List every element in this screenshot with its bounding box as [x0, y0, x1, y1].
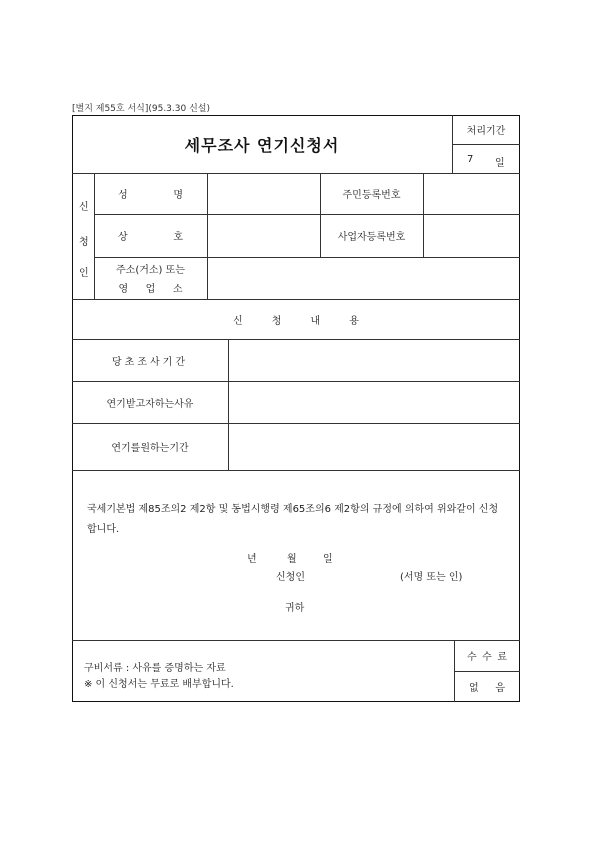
- request-header-char-2: 청: [271, 315, 282, 327]
- trade-name-label: [94, 214, 207, 257]
- trade-name-label-char-2: 호: [173, 232, 183, 243]
- date-month-label: 월: [287, 554, 297, 565]
- declaration-text: 국세기본법 제85조의2 제2항 및 동법시행령 제65조의6 제2항의 규정에 의하여 위와같이 신청합니다.: [87, 504, 499, 535]
- requested-postponement-period-label: 연기를원하는기간: [111, 443, 189, 454]
- name-label: [94, 173, 207, 214]
- addressee-label: 귀하: [285, 603, 305, 614]
- applicant-section-char-1: 신: [79, 202, 89, 213]
- postponement-reason-field[interactable]: [228, 381, 520, 423]
- form-reference: [별지 제55호 서식](95.3.30 신설): [72, 104, 210, 114]
- address-label-line2: [119, 280, 183, 295]
- date-day-label: 일: [323, 554, 333, 565]
- signature-or-seal-label: (서명 또는 인): [400, 572, 463, 583]
- address-label-char-1: 영: [118, 284, 129, 295]
- business-reg-number-field[interactable]: [423, 214, 520, 257]
- address-label-line1: 주소(거소) 또는: [116, 265, 185, 276]
- business-reg-number-label: 사업자등록번호: [337, 232, 406, 243]
- original-audit-period-label: 당초조사기간: [112, 356, 188, 368]
- fee-value: [454, 671, 520, 702]
- fee-label-char-2: 수: [482, 652, 492, 663]
- address-label: [94, 257, 207, 299]
- original-audit-period-field[interactable]: [228, 339, 520, 381]
- fee-label-char-1: 수: [467, 652, 477, 663]
- address-label-char-2: 업: [145, 284, 156, 295]
- trade-name-label-char-1: 상: [118, 232, 128, 243]
- request-header-char-4: 용: [349, 315, 359, 327]
- rule-processing-mid: [452, 144, 520, 145]
- request-header-char-3: 내: [310, 315, 321, 327]
- resident-number-label: 주민등록번호: [342, 190, 401, 201]
- free-distribution-note: ※ 이 신청서는 무료로 배부합니다.: [84, 679, 234, 690]
- fee-value-char-1: 없: [469, 683, 479, 694]
- processing-period-label: 처리기간: [466, 126, 506, 137]
- name-label-char-2: 명: [173, 190, 183, 201]
- rule-request-bottom: [72, 470, 520, 471]
- fee-label-text: [467, 648, 507, 663]
- address-label-char-3: 소: [172, 284, 183, 295]
- name-field[interactable]: [207, 173, 320, 214]
- request-content-header-text: [233, 312, 359, 327]
- fee-value-text: [469, 679, 505, 694]
- name-label-char-1: 성: [118, 190, 128, 201]
- applicant-section-char-2: 청: [79, 237, 89, 248]
- form-title: 세무조사 연기신청서: [184, 135, 340, 155]
- trade-name-field[interactable]: [207, 214, 320, 257]
- date-year-label: 년: [247, 554, 257, 565]
- request-content-header: [72, 299, 520, 339]
- fee-value-char-2: 음: [495, 683, 505, 694]
- processing-days-value: 7: [467, 154, 474, 165]
- requested-postponement-period-field[interactable]: [228, 423, 520, 470]
- applicant-signature-label: 신청인: [276, 572, 305, 583]
- address-field[interactable]: [207, 257, 520, 299]
- fee-label-char-3: 료: [497, 652, 507, 663]
- required-documents-text: 구비서류 : 사유를 증명하는 자료: [84, 663, 226, 674]
- fee-label: [454, 640, 520, 671]
- resident-number-field[interactable]: [423, 173, 520, 214]
- applicant-section-char-3: 인: [79, 268, 89, 279]
- request-header-char-1: 신: [233, 315, 243, 327]
- processing-days-unit: 일: [495, 158, 505, 169]
- postponement-reason-label: 연기받고자하는사유: [106, 398, 194, 410]
- rule-footer-top: [72, 640, 520, 641]
